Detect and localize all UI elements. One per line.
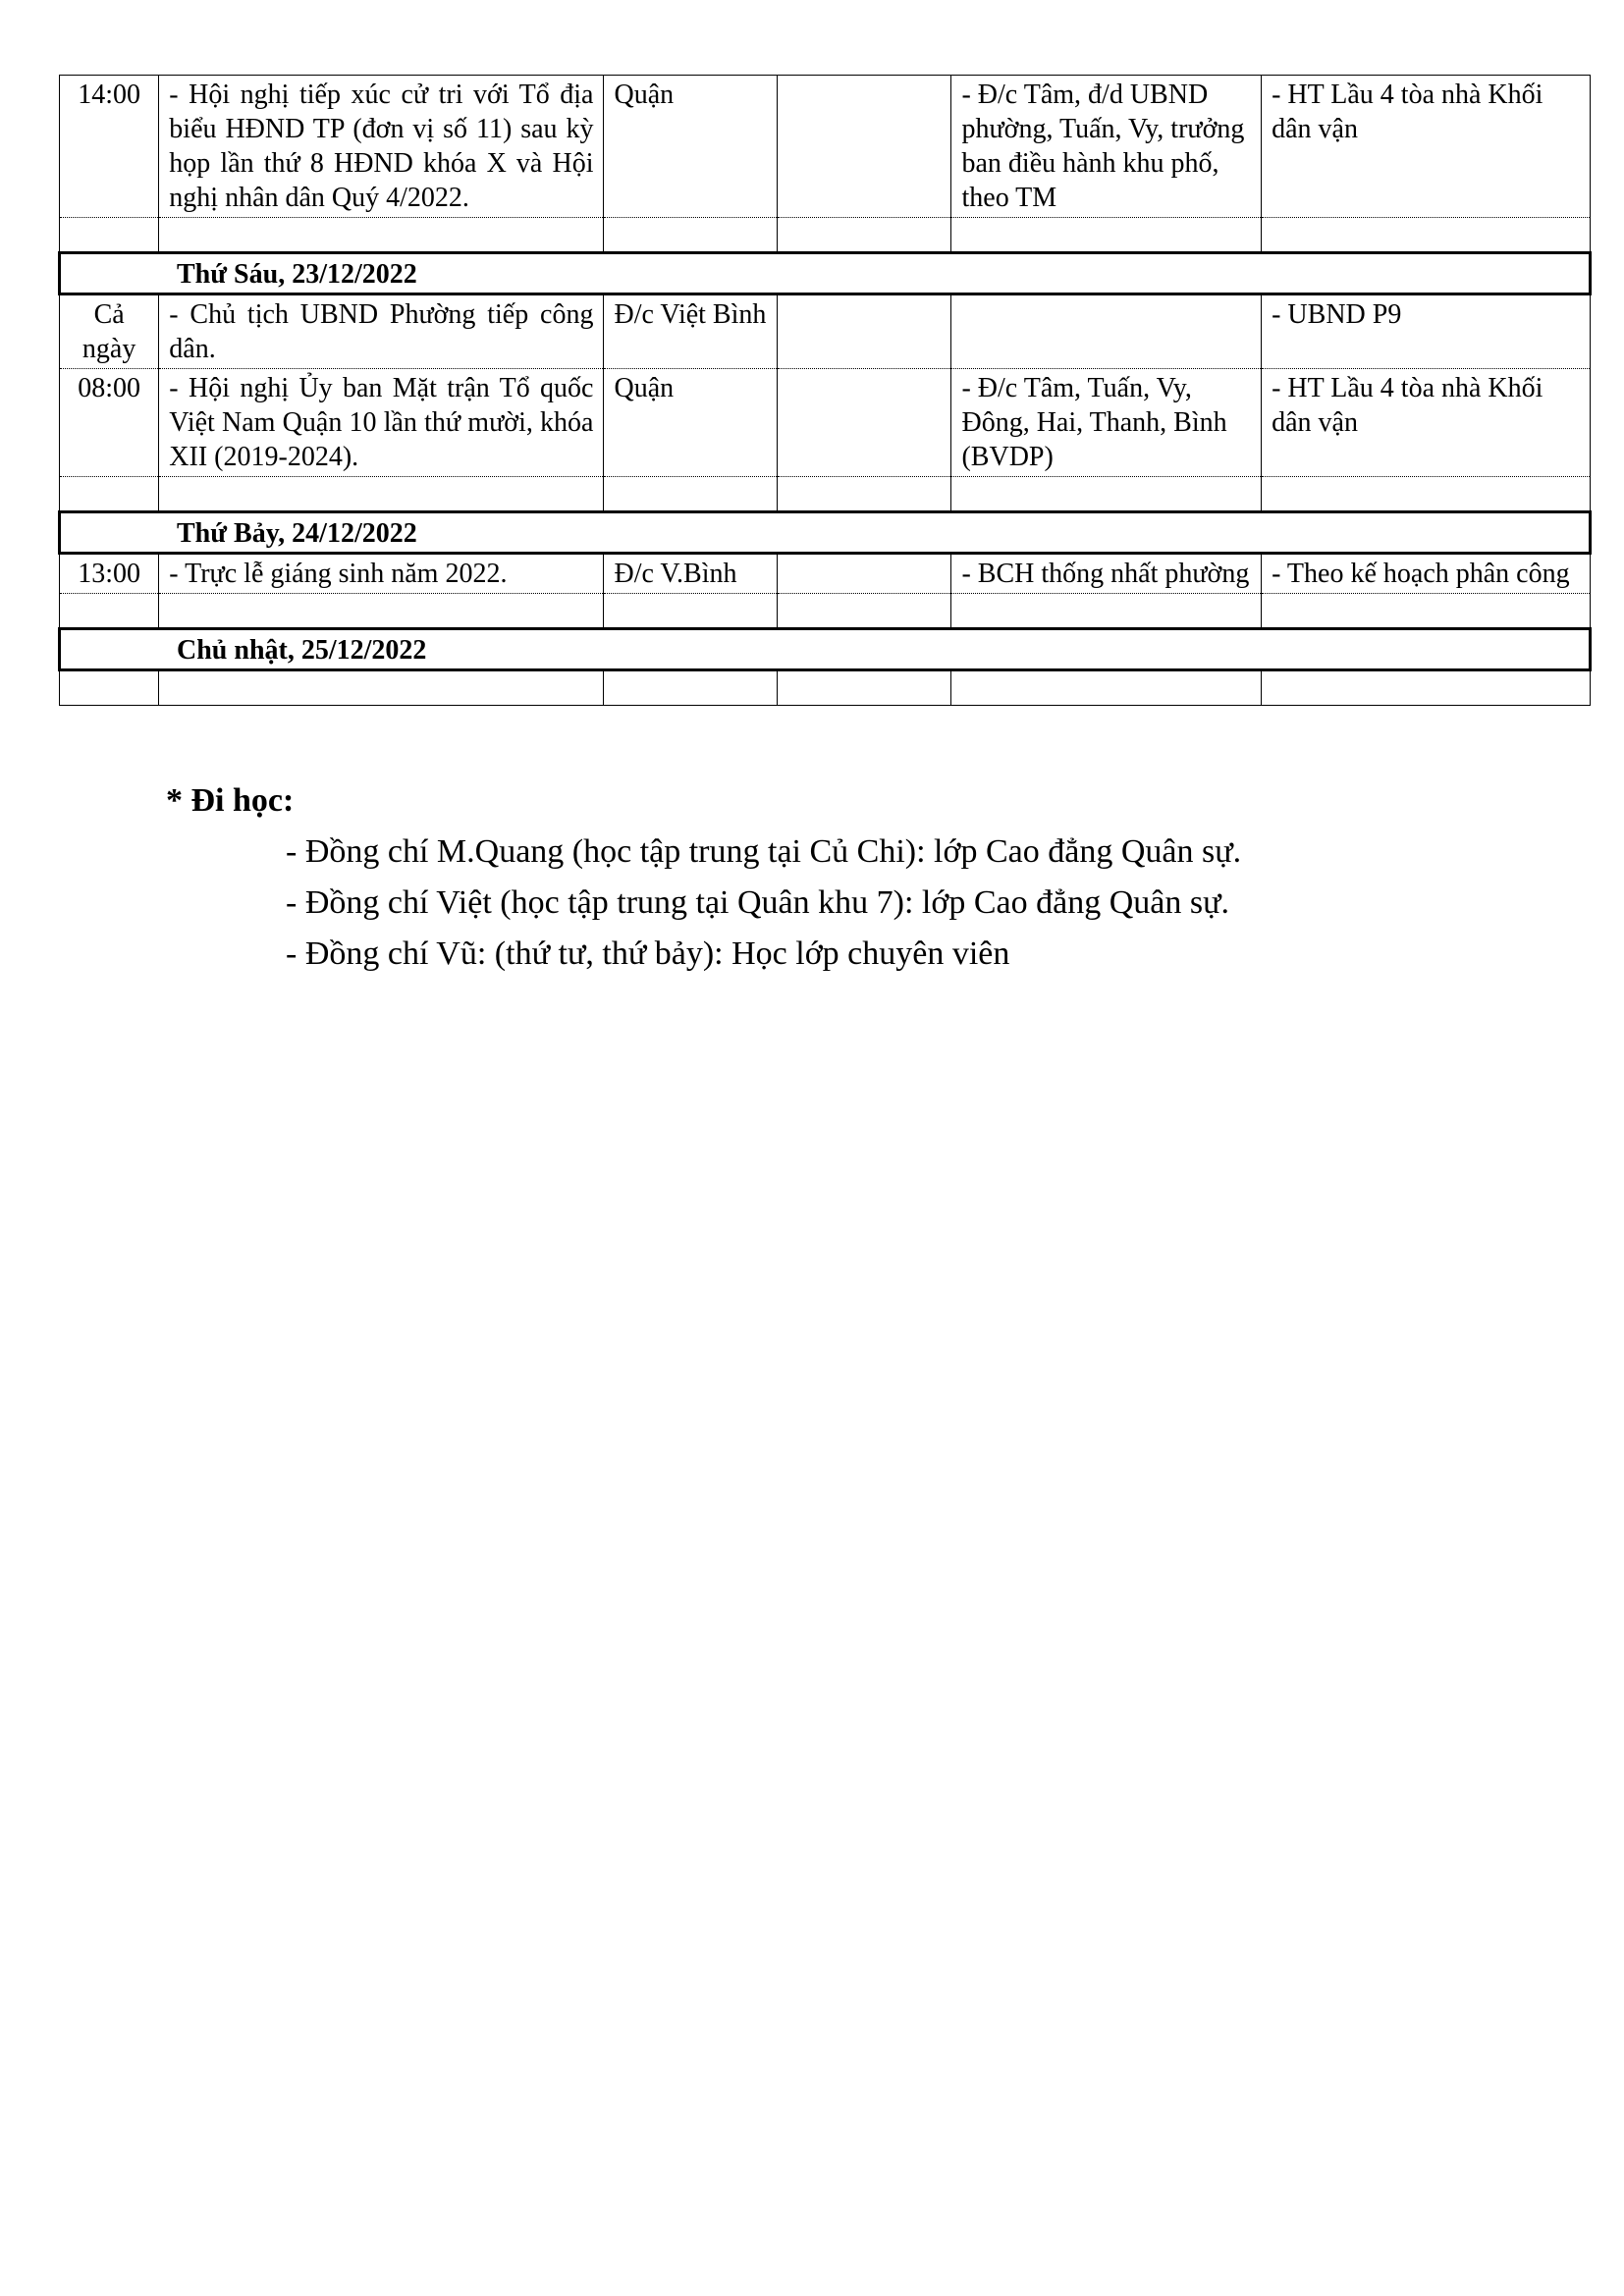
blank-row xyxy=(60,594,1591,629)
study-notes xyxy=(58,775,1531,980)
chair-cell: Quận xyxy=(604,369,778,477)
time-cell: Cả ngày xyxy=(60,294,159,369)
schedule-sheet xyxy=(58,75,1592,706)
location-cell: - HT Lầu 4 tòa nhà Khối dân vận xyxy=(1262,369,1591,477)
day-header-row xyxy=(60,629,1591,670)
prepare-cell xyxy=(778,554,951,594)
location-cell: - HT Lầu 4 tòa nhà Khối dân vận xyxy=(1262,76,1591,218)
content-cell: - Trực lễ giáng sinh năm 2022. xyxy=(159,554,604,594)
participants-cell: - BCH thống nhất phường xyxy=(951,554,1262,594)
time-cell: 08:00 xyxy=(60,369,159,477)
time-cell: 13:00 xyxy=(60,554,159,594)
blank-row xyxy=(60,670,1591,706)
blank-row xyxy=(60,218,1591,253)
location-cell: - Theo kế hoạch phân công xyxy=(1262,554,1591,594)
notes-line: - Đồng chí Vũ: (thứ tư, thứ bảy): Học lớp chuyên viên xyxy=(286,935,1010,972)
content-cell: - Hội nghị Ủy ban Mặt trận Tổ quốc Việt Nam Quận 10 lần thứ mười, khóa XII (2019-2024). xyxy=(159,369,604,477)
schedule-table xyxy=(58,75,1592,706)
content-cell: - Chủ tịch UBND Phường tiếp công dân. xyxy=(159,294,604,369)
participants-cell: - Đ/c Tâm, đ/d UBND phường, Tuấn, Vy, trưởng ban điều hành khu phố, theo TM xyxy=(951,76,1262,218)
table-row xyxy=(60,369,1591,477)
day-header-saturday: Thứ Bảy, 24/12/2022 xyxy=(177,518,417,549)
location-cell: - UBND P9 xyxy=(1262,294,1591,369)
day-header-sunday: Chủ nhật, 25/12/2022 xyxy=(177,635,427,666)
time-cell: 14:00 xyxy=(60,76,159,218)
prepare-cell xyxy=(778,76,951,218)
participants-cell: - Đ/c Tâm, Tuấn, Vy, Đông, Hai, Thanh, Bình (BVDP) xyxy=(951,369,1262,477)
notes-line: - Đồng chí M.Quang (học tập trung tại Củ Chi): lớp Cao đẳng Quân sự. xyxy=(286,833,1242,870)
chair-cell: Đ/c V.Bình xyxy=(604,554,778,594)
day-header-row xyxy=(60,512,1591,554)
chair-cell: Quận xyxy=(604,76,778,218)
table-row xyxy=(60,554,1591,594)
content-cell: - Hội nghị tiếp xúc cử tri với Tổ địa biểu HĐND TP (đơn vị số 11) sau kỳ họp lần thứ 8 HĐND khóa X và Hội nghị nhân dân Quý 4/2022. xyxy=(159,76,604,218)
notes-heading: * Đi học: xyxy=(166,782,295,819)
table-row xyxy=(60,294,1591,369)
prepare-cell xyxy=(778,369,951,477)
chair-cell: Đ/c Việt Bình xyxy=(604,294,778,369)
prepare-cell xyxy=(778,294,951,369)
participants-cell xyxy=(951,294,1262,369)
notes-line: - Đồng chí Việt (học tập trung tại Quân khu 7): lớp Cao đẳng Quân sự. xyxy=(286,884,1229,921)
day-header-friday: Thứ Sáu, 23/12/2022 xyxy=(177,259,417,290)
table-row xyxy=(60,76,1591,218)
blank-row xyxy=(60,477,1591,512)
day-header-row xyxy=(60,253,1591,294)
